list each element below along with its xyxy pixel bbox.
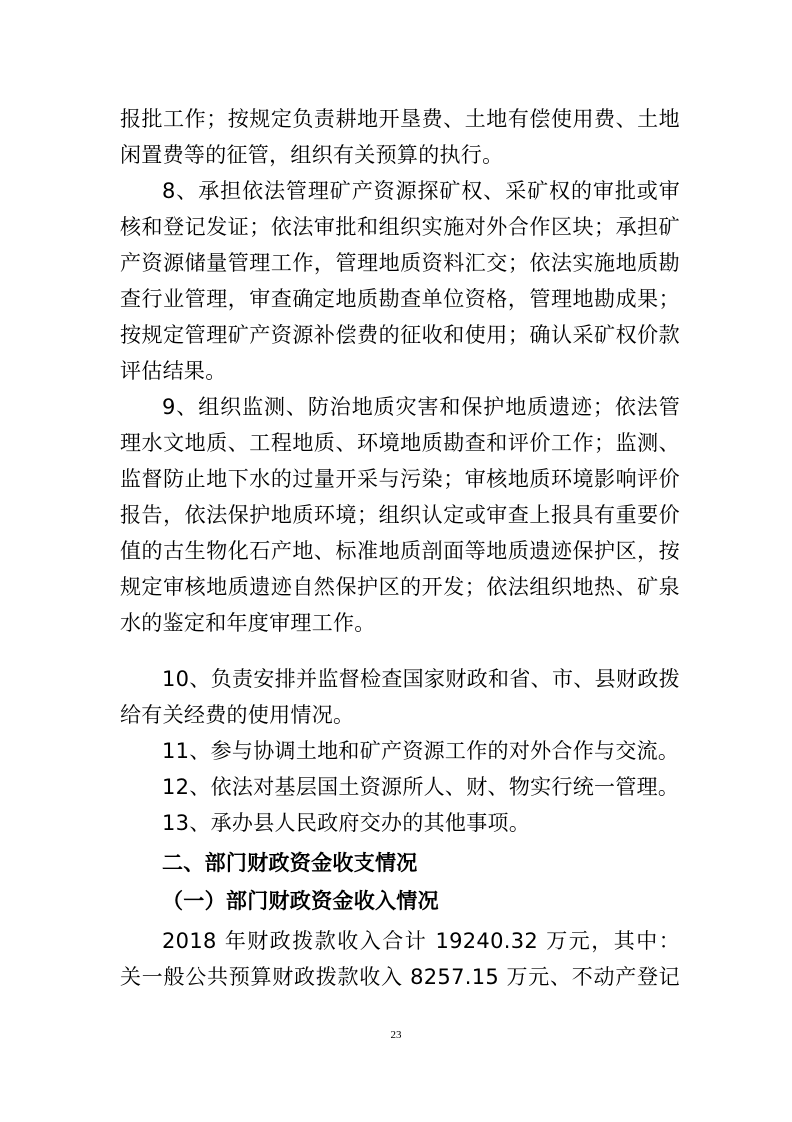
- paragraph-item-12: 12、依法对基层国土资源所人、财、物实行统一管理。: [162, 775, 680, 799]
- body-text-line: 给有关经费的使用情况。: [120, 703, 355, 727]
- body-text-line: 关一般公共预算财政拨款收入 8257.15 万元、不动产登记: [120, 965, 680, 989]
- paragraph-revenue-start: 2018 年财政拨款收入合计 19240.32 万元，其中：: [162, 929, 680, 953]
- paragraph-item-13: 13、承办县人民政府交办的其他事项。: [162, 811, 531, 835]
- subsection-heading: （一）部门财政资金收入情况: [162, 889, 439, 913]
- page-number: 23: [390, 1029, 402, 1041]
- body-text-line: 值的古生物化石产地、标准地质剖面等地质遗迹保护区，按: [120, 539, 680, 563]
- body-text-line: 报告，依法保护地质环境；组织认定或审查上报具有重要价: [120, 503, 680, 527]
- paragraph-item-10-start: 10、负责安排并监督检查国家财政和省、市、县财政拨: [162, 667, 680, 691]
- body-text-line: 监督防止地下水的过量开采与污染；审核地质环境影响评价: [120, 467, 680, 491]
- paragraph-item-9-start: 9、组织监测、防治地质灾害和保护地质遗迹；依法管: [162, 395, 680, 419]
- body-text-line: 按规定管理矿产资源补偿费的征收和使用；确认采矿权价款: [120, 323, 680, 347]
- body-text-line: 产资源储量管理工作，管理地质资料汇交；依法实施地质勘: [120, 251, 680, 275]
- body-text-line: 闲置费等的征管，组织有关预算的执行。: [120, 143, 504, 167]
- paragraph-item-8-start: 8、承担依法管理矿产资源探矿权、采矿权的审批或审: [162, 179, 680, 203]
- body-text-line: 查行业管理，审查确定地质勘查单位资格，管理地勘成果；: [120, 287, 680, 311]
- body-text-line: 评估结果。: [120, 359, 227, 383]
- section-heading: 二、部门财政资金收支情况: [162, 851, 418, 875]
- body-text-line: 理水文地质、工程地质、环境地质勘查和评价工作；监测、: [120, 431, 680, 455]
- body-text-line: 报批工作；按规定负责耕地开垦费、土地有偿使用费、土地: [120, 107, 680, 131]
- body-text-line: 核和登记发证；依法审批和组织实施对外合作区块；承担矿: [120, 215, 680, 239]
- paragraph-item-11: 11、参与协调土地和矿产资源工作的对外合作与交流。: [162, 739, 680, 763]
- body-text-line: 规定审核地质遗迹自然保护区的开发；依法组织地热、矿泉: [120, 575, 680, 599]
- body-text-line: 水的鉴定和年度审理工作。: [120, 611, 376, 635]
